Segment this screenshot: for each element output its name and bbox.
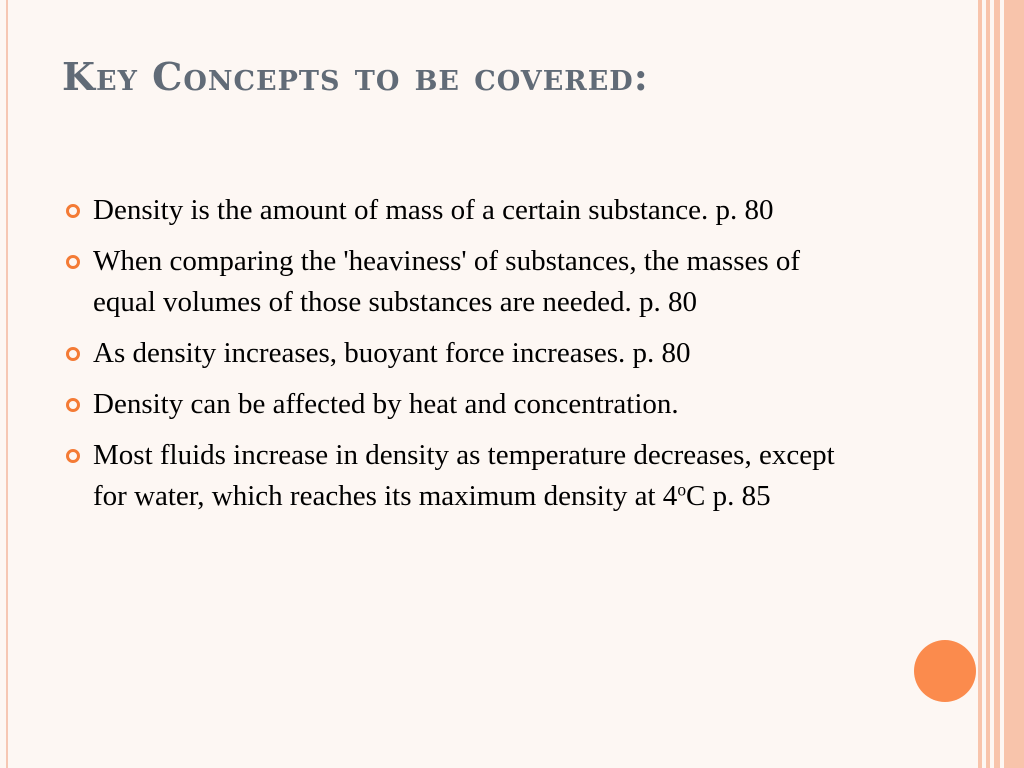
bullet-circle-icon xyxy=(66,449,80,463)
right-stripe xyxy=(1004,0,1024,768)
right-stripe xyxy=(978,0,982,768)
left-border-line xyxy=(6,0,8,768)
bullet-circle-icon xyxy=(66,398,80,412)
bullet-text: Density can be affected by heat and concentration. xyxy=(93,388,679,420)
bullet-text xyxy=(93,439,835,512)
bullet-text: As density increases, buoyant force increases. p. 80 xyxy=(93,337,691,369)
bullet-circle-icon xyxy=(66,204,80,218)
degree-superscript: o xyxy=(677,479,687,500)
right-stripe xyxy=(986,0,990,768)
bullet-item xyxy=(64,435,864,517)
bullet-item xyxy=(64,384,864,425)
bullet-circle-icon xyxy=(66,255,80,269)
bullet-text-before: Most fluids increase in density as temperature decreases, except for water, which reaches its maximum density at 4 xyxy=(93,439,835,512)
slide-title: Key Concepts to be covered: xyxy=(62,54,649,99)
bullet-text-after: C p. 85 xyxy=(686,480,771,512)
bullet-circle-icon xyxy=(66,347,80,361)
bullet-list xyxy=(64,190,864,527)
bullet-text: When comparing the 'heaviness' of substances, the masses of equal volumes of those substances are needed. p. 80 xyxy=(93,245,801,318)
accent-circle xyxy=(914,640,976,702)
bullet-item xyxy=(64,333,864,374)
bullet-text: Density is the amount of mass of a certain substance. p. 80 xyxy=(93,194,774,226)
bullet-item xyxy=(64,190,864,231)
bullet-item xyxy=(64,241,864,323)
